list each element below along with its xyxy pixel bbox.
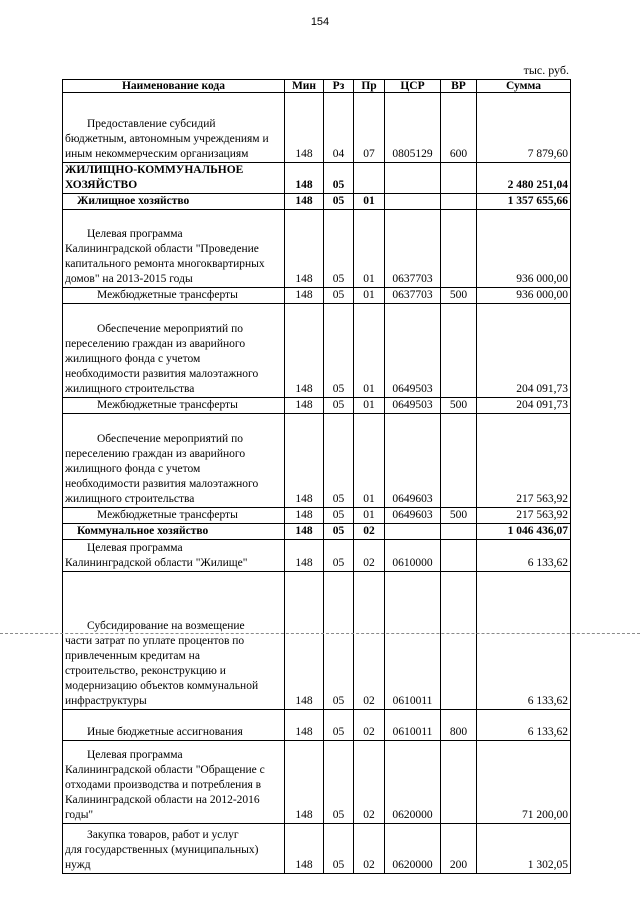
name-line: необходимости развития малоэтажного	[65, 368, 259, 380]
header-pr: Пр	[354, 80, 385, 93]
name-line: жилищного фонда с учетом	[65, 463, 201, 475]
header-min: Мин	[285, 80, 324, 93]
table-row	[63, 710, 571, 741]
cell-csr: 0649603	[385, 414, 441, 508]
cell-min: 148	[285, 414, 324, 508]
cell-vr: 500	[441, 508, 477, 524]
cell-min: 148	[285, 540, 324, 572]
cell-min: 148	[285, 210, 324, 288]
name-line: ХОЗЯЙСТВО	[65, 179, 138, 191]
name-line: инфраструктуры	[65, 695, 147, 707]
name-line: Целевая программа	[87, 749, 183, 761]
name-line: Калининградской области "Жилище"	[65, 557, 248, 569]
cell-min: 148	[285, 741, 324, 824]
name-line: Жилищное хозяйство	[77, 195, 190, 207]
cell-csr: 0610011	[385, 710, 441, 741]
cell-csr: 0649503	[385, 304, 441, 398]
name-line: Калининградской области "Обращение с	[65, 764, 265, 776]
cell-vr: 200	[441, 824, 477, 874]
table-row	[63, 288, 571, 304]
cell-sum: 1 046 436,07	[477, 524, 571, 540]
cell-sum: 2 480 251,04	[477, 163, 571, 194]
cell-pr: 01	[354, 414, 385, 508]
cell-pr: 02	[354, 572, 385, 710]
cell-rz: 05	[324, 540, 354, 572]
table-row	[63, 524, 571, 540]
cell-rz: 05	[324, 414, 354, 508]
name-line: Обеспечение мероприятий по	[97, 323, 243, 335]
name-line: переселению граждан из аварийного	[65, 338, 246, 350]
table-row	[63, 572, 571, 710]
cell-sum: 71 200,00	[477, 741, 571, 824]
cell-sum: 217 563,92	[477, 414, 571, 508]
cell-sum: 6 133,62	[477, 572, 571, 710]
cell-csr: 0620000	[385, 824, 441, 874]
table-row	[63, 398, 571, 414]
cell-vr	[441, 163, 477, 194]
name-line: домов" на 2013-2015 годы	[65, 273, 193, 285]
cell-sum: 204 091,73	[477, 398, 571, 414]
cell-rz: 05	[324, 210, 354, 288]
name-line: иным некоммерческим организациям	[65, 148, 249, 160]
cell-name	[63, 398, 285, 414]
name-line: Целевая программа	[87, 542, 183, 554]
name-line: отходами производства и потребления в	[65, 779, 262, 791]
cell-min: 148	[285, 194, 324, 210]
cell-pr: 02	[354, 524, 385, 540]
cell-vr	[441, 210, 477, 288]
cell-name	[63, 824, 285, 874]
header-sum: Сумма	[477, 80, 571, 93]
cell-rz: 05	[324, 741, 354, 824]
cell-pr: 07	[354, 93, 385, 163]
name-line	[65, 604, 282, 619]
cell-sum: 936 000,00	[477, 288, 571, 304]
cell-name	[63, 508, 285, 524]
name-line: годы"	[65, 809, 94, 821]
cell-sum: 1 302,05	[477, 824, 571, 874]
name-line: Предоставление субсидий	[87, 118, 216, 130]
cell-rz: 05	[324, 398, 354, 414]
name-line: Закупка товаров, работ и услуг	[87, 829, 239, 841]
cell-sum: 6 133,62	[477, 540, 571, 572]
page-number: 154	[310, 16, 330, 28]
name-line	[65, 102, 282, 117]
cell-name	[63, 540, 285, 572]
name-line: Калининградской области "Проведение	[65, 243, 259, 255]
name-line: необходимости развития малоэтажного	[65, 478, 259, 490]
cell-csr: 0610011	[385, 572, 441, 710]
cell-pr: 01	[354, 288, 385, 304]
cell-name	[63, 288, 285, 304]
cell-csr: 0649603	[385, 508, 441, 524]
cell-min: 148	[285, 304, 324, 398]
header-rz: Рз	[324, 80, 354, 93]
cell-name	[63, 524, 285, 540]
name-line: капитального ремонта многоквартирных	[65, 258, 265, 270]
cell-csr: 0610000	[385, 540, 441, 572]
cell-pr: 01	[354, 508, 385, 524]
cell-name	[63, 414, 285, 508]
name-line: Межбюджетные трансферты	[97, 289, 238, 301]
table-row	[63, 163, 571, 194]
cell-csr	[385, 524, 441, 540]
cell-csr: 0805129	[385, 93, 441, 163]
cell-csr: 0637703	[385, 210, 441, 288]
cell-vr	[441, 304, 477, 398]
cell-rz: 05	[324, 710, 354, 741]
cell-rz: 05	[324, 508, 354, 524]
header-vr: ВР	[441, 80, 477, 93]
cell-min: 148	[285, 572, 324, 710]
cell-vr: 500	[441, 288, 477, 304]
cell-rz: 05	[324, 163, 354, 194]
cell-min: 148	[285, 288, 324, 304]
cell-min: 148	[285, 163, 324, 194]
table-row	[63, 508, 571, 524]
cell-pr: 02	[354, 710, 385, 741]
cell-sum: 936 000,00	[477, 210, 571, 288]
name-line: Обеспечение мероприятий по	[97, 433, 243, 445]
name-line: привлеченным кредитам на	[65, 650, 200, 662]
name-line	[65, 710, 282, 725]
name-line: ЖИЛИЩНО-КОММУНАЛЬНОЕ	[65, 164, 244, 176]
table-row	[63, 210, 571, 288]
cell-sum: 6 133,62	[477, 710, 571, 741]
cell-min: 148	[285, 398, 324, 414]
cell-name	[63, 210, 285, 288]
cell-pr: 01	[354, 398, 385, 414]
cell-vr: 800	[441, 710, 477, 741]
cell-sum: 1 357 655,66	[477, 194, 571, 210]
cell-rz: 05	[324, 524, 354, 540]
cell-pr: 02	[354, 741, 385, 824]
cell-pr: 01	[354, 304, 385, 398]
header-name: Наименование кода	[63, 80, 285, 93]
cell-rz: 05	[324, 288, 354, 304]
cell-sum: 7 879,60	[477, 93, 571, 163]
cell-csr	[385, 194, 441, 210]
cell-rz: 04	[324, 93, 354, 163]
cell-pr: 01	[354, 194, 385, 210]
name-line: Межбюджетные трансферты	[97, 509, 238, 521]
cell-rz: 05	[324, 304, 354, 398]
name-line: жилищного строительства	[65, 493, 195, 505]
name-line	[65, 307, 282, 322]
header-csr: ЦСР	[385, 80, 441, 93]
cell-name	[63, 194, 285, 210]
name-line: модернизацию объектов коммунальной	[65, 680, 259, 692]
name-line: жилищного фонда с учетом	[65, 353, 201, 365]
table-row	[63, 741, 571, 824]
table-row	[63, 194, 571, 210]
cell-min: 148	[285, 93, 324, 163]
cell-vr	[441, 524, 477, 540]
cell-name	[63, 741, 285, 824]
cell-vr	[441, 572, 477, 710]
cell-rz: 05	[324, 572, 354, 710]
cell-vr	[441, 540, 477, 572]
name-line: жилищного строительства	[65, 383, 195, 395]
table-row	[63, 304, 571, 398]
cell-csr: 0637703	[385, 288, 441, 304]
table-row	[63, 540, 571, 572]
cell-vr	[441, 194, 477, 210]
cell-min: 148	[285, 524, 324, 540]
scan-artifact-line	[0, 633, 640, 634]
name-line: Иные бюджетные ассигнования	[87, 726, 243, 738]
name-line: для государственных (муниципальных)	[65, 844, 259, 856]
table-header-row	[63, 80, 571, 93]
name-line: Межбюджетные трансферты	[97, 399, 238, 411]
name-line: бюджетным, автономным учреждениям и	[65, 133, 269, 145]
units-label: тыс. руб.	[523, 63, 569, 77]
table-row	[63, 414, 571, 508]
name-line	[65, 212, 282, 227]
name-line: Коммунальное хозяйство	[77, 525, 209, 537]
name-line: Целевая программа	[87, 228, 183, 240]
cell-pr: 02	[354, 824, 385, 874]
cell-name	[63, 710, 285, 741]
name-line: переселению граждан из аварийного	[65, 448, 246, 460]
name-line	[65, 417, 282, 432]
cell-min: 148	[285, 710, 324, 741]
cell-min: 148	[285, 508, 324, 524]
cell-pr: 01	[354, 210, 385, 288]
cell-vr	[441, 741, 477, 824]
cell-name	[63, 163, 285, 194]
table-row	[63, 824, 571, 874]
cell-vr: 500	[441, 398, 477, 414]
cell-sum: 217 563,92	[477, 508, 571, 524]
name-line: части затрат по уплате процентов по	[65, 635, 245, 647]
cell-name	[63, 93, 285, 163]
table-row	[63, 93, 571, 163]
cell-pr: 02	[354, 540, 385, 572]
cell-csr: 0649503	[385, 398, 441, 414]
cell-vr: 600	[441, 93, 477, 163]
cell-min: 148	[285, 824, 324, 874]
cell-csr: 0620000	[385, 741, 441, 824]
cell-rz: 05	[324, 194, 354, 210]
cell-name	[63, 304, 285, 398]
name-line: Калининградской области на 2012-2016	[65, 794, 260, 806]
name-line: нужд	[65, 859, 91, 871]
budget-table	[62, 79, 571, 874]
cell-sum: 204 091,73	[477, 304, 571, 398]
name-line: Субсидирование на возмещение	[87, 620, 245, 632]
name-line: строительство, реконструкцию и	[65, 665, 226, 677]
cell-vr	[441, 414, 477, 508]
cell-csr	[385, 163, 441, 194]
cell-pr	[354, 163, 385, 194]
cell-name	[63, 572, 285, 710]
cell-rz: 05	[324, 824, 354, 874]
